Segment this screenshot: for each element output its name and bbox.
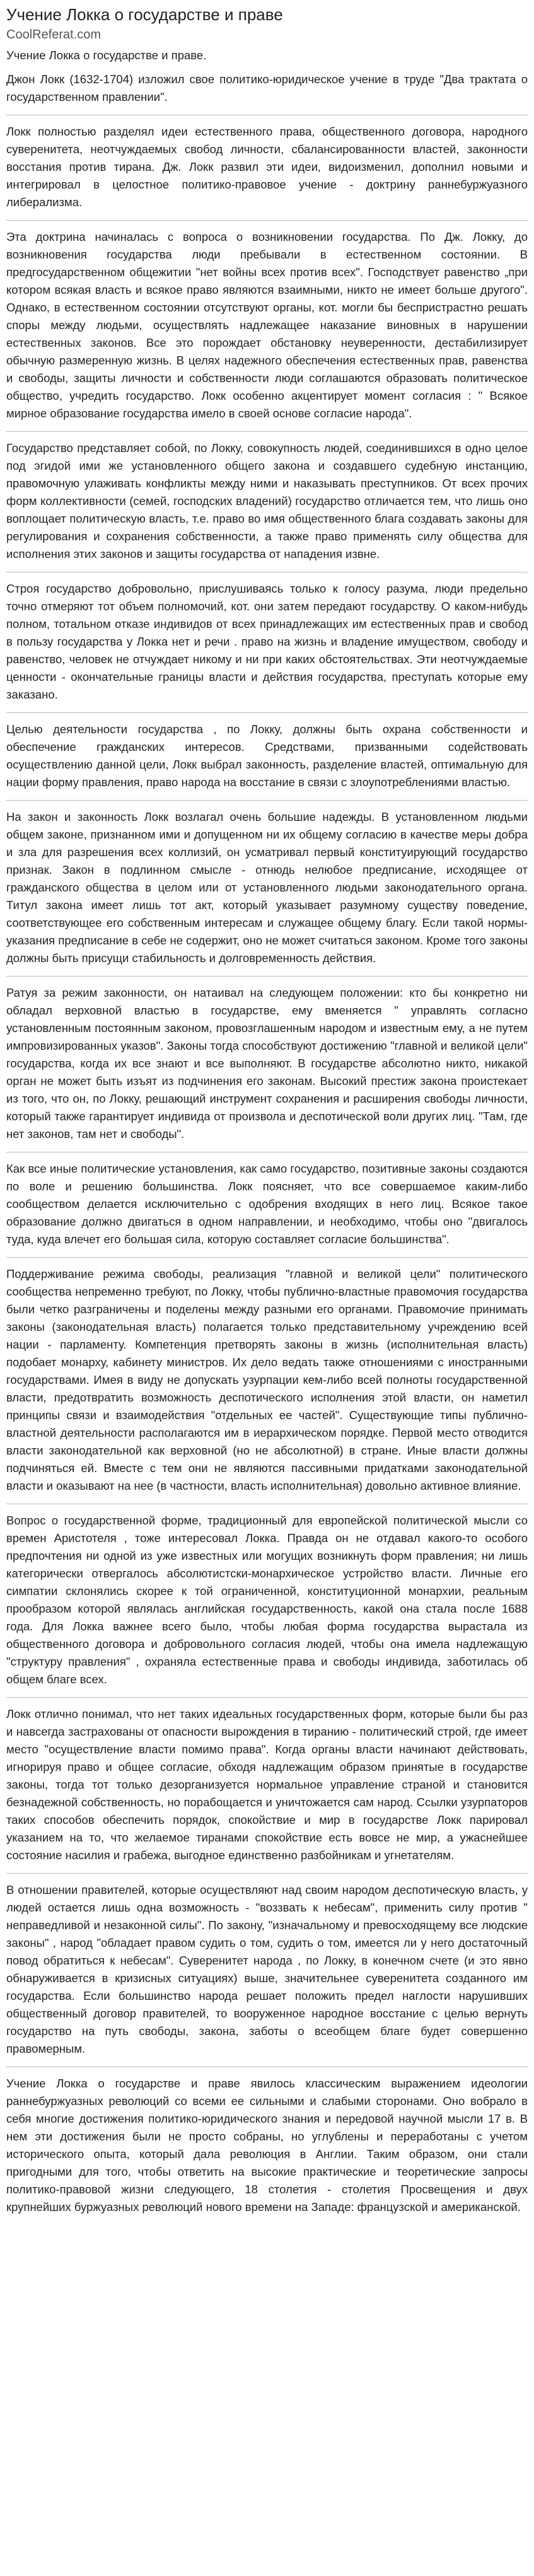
section-paragraph: Целью деятельности государства , по Локку, должны быть охрана собственности и обеспечение гражданских интересов. Средствами, призванными содействовать осуществлению данной цели, Локк выбрал законность, разделение властей, оптимальную для нации форму правления, право народа на восстание в связи с злоупотреблениями властью.	[6, 712, 528, 791]
section-paragraph: Учение Локка о государстве и праве явилось классическим выражением идеологии раннебуржуазных революций со всеми ее сильными и слабыми сторонами. Оно вобрало в себя многие достижения политико-юридического знания и передовой научной мысли 17 в. В нем эти достижения были не просто собраны, но углублены и переработаны с учетом исторического опыта, который дала революция в Англии. Таким образом, они стали пригодными для того, чтобы ответить на высокие практические и теоретические запросы политико-правовой жизни следующего, 18 столетия - столетия Просвещения и двух крупнейших буржуазных революций нового времени на Западе: французской и американской.	[6, 2067, 528, 2216]
site-link[interactable]: CoolReferat.com	[6, 28, 102, 42]
section-paragraph: Ратуя за режим законности, он натаивал на следующем положении: кто бы конкретно ни обладал верховной властью в государстве, ему вменяется " управлять согласно установленным постоянным законом, провозглашенным народом и известным ему, а не путем импровизированных указов". Законы тогда способствуют достижению "главной и великой цели" государства, когда их все знают и все выполняют. В государстве абсолютно никто, никакой орган не может быть изъят из подчинения его законам. Высокий престиж закона проистекает из того, что он, по Локку, решающий инструмент сохранения и расширения свободы личности, который также гарантирует индивида от произвола и деспотической воли других лиц. "Там, где нет законов, там нет и свободы".	[6, 976, 528, 1143]
section-paragraph: Поддерживание режима свободы, реализация "главной и великой цели" политического сообщества непременно требуют, по Локку, чтобы публично-властные правомочия государства были четко разграничены и поделены между разными его органами. Правомочие принимать законы (законодательная власть) полагается только представительному учреждению всей нации - парламенту. Компетенция претворять законы в жизнь (исполнительная власть) подобает монарху, кабинету министров. Их дело ведать также отношениями с иностранными государствами. Имея в виду не допускать узурпации кем-либо всей полноты государственной власти, предотвратить возможность деспотического исполнения этой власти, он наметил принципы связи и взаимодействия "отдельных ее частей". Существующие типы публично-властной деятельности располагаются им в иерархическом порядке. Первой место отводится власти законодательной как верховной (но не абсолютной) в стране. Иные власти должны подчиняться ей. Вместе с тем они не являются пассивными придатками законодательной власти и оказывают на нее (в частности, власть исполнительная) довольно активное влияние.	[6, 1257, 528, 1495]
section-paragraph: Локк полностью разделял идеи естественного права, общественного договора, народного суверенитета, неотчуждаемых свобод личности, сбалансированности властей, законности восстания против тирана. Дж. Локк развил эти идеи, видоизменил, дополнил новыми и интегрировал в целостное политико-правовое учение - доктрину раннебуржуазного либерализма.	[6, 115, 528, 211]
intro-paragraph: Джон Локк (1632-1704) изложил свое политико-юридическое учение в труде "Два трактата о государственном правлении".	[6, 73, 528, 103]
section-paragraph: Строя государство добровольно, прислушиваясь только к голосу разума, люди предельно точно отмеряют тот объем полномочий, кот. они затем передают государству. О каком-нибудь полном, тотальном отказе индивидов от всех принадлежащих им естественных прав и свобод в пользу государства у Локка нет и речи . право на жизнь и владение имуществом, свободу и равенство, человек не отчуждает никому и ни при каких обстоятельствах. Эти неотчуждаемые ценности - окончательные границы власти и действия государства, преступать которые ему заказано.	[6, 572, 528, 704]
page-title: Учение Локка о государстве и праве	[6, 5, 283, 24]
section-paragraph: Вопрос о государственной форме, традиционный для европейской политической мысли со времен Аристотеля , тоже интересовал Локка. Правда он не отдавал какого-то особого предпочтения ни одной из уже известных или могущих возникнуть форм правления; ни лишь категорически отвергалось абсолютистски-монархическое устройство власти. Личные его симпатии склонялись скорее к той ограниченной, конституционной монархии, реальным прообразом которой являлась английская государственность, какой она стала после 1688 года. Для Локка важнее всего было, чтобы любая форма государства вырастала из общественного договора и добровольного согласия людей, чтобы она имела надлежащую "структуру правления" , охраняла естественные права и свободы индивида, заботилась об общем благе всех.	[6, 1504, 528, 1688]
page	[0, 4, 534, 2216]
section-paragraph: Локк отлично понимал, что нет таких идеальных государственных форм, которые были бы раз и навсегда застрахованы от опасности вырождения в тиранию - политический строй, где имеет место "осуществление власти помимо права". Когда органы власти начинают действовать, игнорируя право и общее согласие, обходя надлежащим образом принятые в государстве законы, тогда тот только дезорганизуется нормальное управление страной и становится безнадежной собственность, но порабощается и уничтожается сам народ. Ссылки узурпаторов таких способов обеспечить порядок, спокойствие и мир в государстве Локк парировал указанием на то, что желаемое тиранами спокойствие есть вовсе не мир, а ужаснейшее состояние насилия и грабежа, выгодное единственно разбойникам и угнетателям.	[6, 1697, 528, 1864]
section-paragraph: Эта доктрина начиналась с вопроса о возникновении государства. По Дж. Локку, до возникновения государства люди пребывали в естественном состоянии. В предгосударственном общежитии "нет войны всех против всех". Господствует равенство „при котором всякая власть и всякое право являются взаимными, никто не имеет больше другого". Однако, в естественном состоянии отсутствуют органы, кот. могли бы беспристрастно решать споры между людьми, осуществлять надлежащее наказание виновных в нарушении естественных законов. Все это порождает обстановку неуверенности, дестабилизирует обычную размеренную жизнь. В целях надежного обеспечения естественных прав, равенства и свободы, защиты личности и собственности люди соглашаются образовать политическое общество, учредить государство. Локк особенно акцентирует момент согласия : " Всякое мирное образование государства имело в своей основе согласие народа".	[6, 220, 528, 422]
section-paragraph: Государство представляет собой, по Локку, совокупность людей, соединившихся в одно целое под эгидой ими же установленного общего закона и создавшего судебную инстанцию, правомочную улаживать конфликты между ними и наказывать преступников. От всех прочих форм коллективности (семей, господских владений) государство отличается тем, что лишь оно воплощает политическую власть, т.е. право во имя общественного блага создавать законы для регулирования и сохранения собственности, а также право применять силу общества для исполнения этих законов и защиты государства от нападения извне.	[6, 431, 528, 563]
section-paragraph: Как все иные политические установления, как само государство, позитивные законы создаются по воле и решению большинства. Локк поясняет, что все совершаемое каким-либо сообществом делается исключительно с одобрения входящих в него лиц. Всякое такое образование должно двигаться в одном направлении, и необходимо, чтобы оно "двигалось туда, куда влечет его большая сила, которую составляет согласие большинства".	[6, 1152, 528, 1248]
section-paragraph: На закон и законность Локк возлагал очень большие надежды. В установленном людьми общем законе, признанном ими и допущенном ни их общему согласию в качестве меры добра и зла для разрешения всех коллизий, он усматривал первый конституирующий государство признак. Закон в подлинном смысле - отнюдь нелюбое предписание, исходящее от гражданского общества в целом или от установленного людьми законодательного органа. Титул закона имеет лишь тот акт, который указывает разумному существу поведение, соответствующее его собственным интересам и служащее общему благу. Если такой нормы-указания предписание в себе не содержит, оно не может считаться законом. Кроме того законы должны быть присущи стабильность и долговременность действия.	[6, 800, 528, 967]
section-paragraph: В отношении правителей, которые осуществляют над своим народом деспотическую власть, у людей остается лишь одна возможность - "воззвать к небесам", применить силу против " неправедливой и незаконной силы". По закону, "изначальному и превосходящему все людские законы" , народ "обладает правом судить о том, судить о том, имеется ли у него достаточный повод обратиться к небесам". Суверенитет народа , по Локку, в конечном счете (и это явно обнаруживается в кризисных ситуациях) выше, значительнее суверенитета созданного им государства. Если большинство народа решает положить предел наглости нарушивших общественный договор правителей, то вооруженное народное восстание с целью вернуть государство на путь свободы, закона, заботы о всеобщем благе будет совершенно правомерным.	[6, 1873, 528, 2058]
subtitle: Учение Локка о государстве и праве.	[6, 49, 207, 62]
